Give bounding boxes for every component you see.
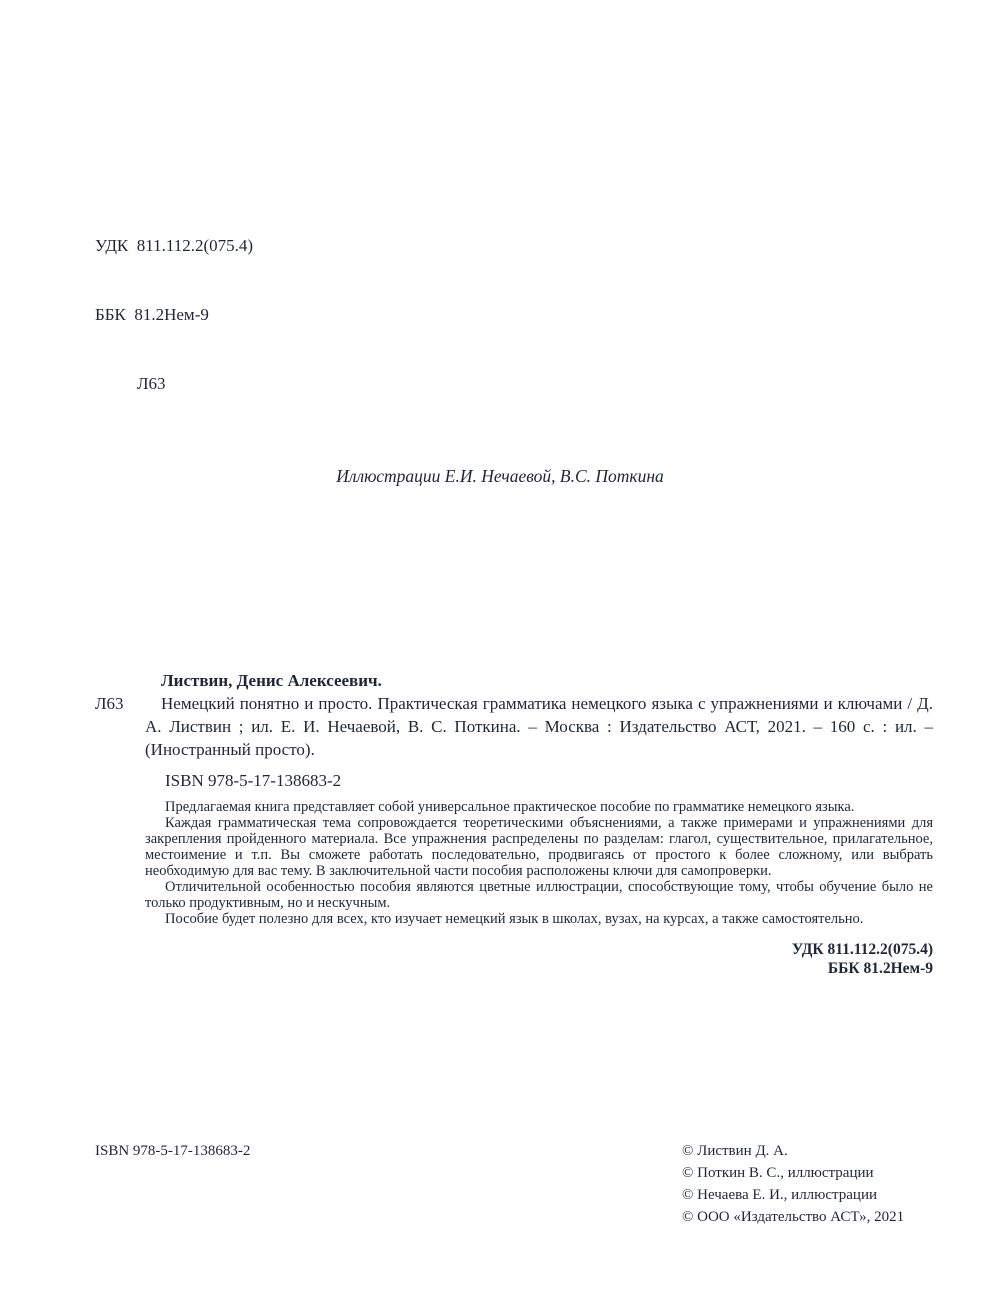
- copyright-block: [682, 1140, 904, 1228]
- right-classification-codes: [145, 940, 933, 978]
- udk-code: УДК 811.112.2(075.4): [95, 236, 254, 255]
- annotation-paragraph: Отличительной особенностью пособия являются цветные иллюстрации, способствующие тому, чтобы обучение было не только продуктивным, но и нескучным.: [145, 879, 933, 911]
- bibliographic-entry: [95, 669, 933, 978]
- bbk-code-right: ББК 81.2Нем-9: [827, 960, 933, 977]
- bbk-code: ББК 81.2Нем-9: [95, 305, 209, 324]
- bib-author-sign: Л63: [95, 694, 124, 713]
- annotation-paragraph: Каждая грамматическая тема сопровождается теоретическими объяснениями, а также примерами и упражнениями для закрепления пройденного материала. Все упражнения распределены по разделам: глагол, существительное, прилагательное, местоимение и т.п. Вы сможете работать последовательно, продвигаясь от простого к более сложному, или выбрать необходимую для вас тему. В заключительной части пособия расположены ключи для самопроверки.: [145, 815, 933, 879]
- bib-author: Листвин, Денис Алексеевич.: [161, 671, 382, 690]
- annotation-paragraph: Пособие будет полезно для всех, кто изучает немецкий язык в школах, вузах, на курсах, а также самостоятельно.: [165, 911, 864, 927]
- footer-isbn: ISBN 978-5-17-138683-2: [95, 1143, 251, 1159]
- bib-description: Немецкий понятно и просто. Практическая грамматика немецкого языка с упражнениями и ключами / Д. А. Листвин ; ил. Е. И. Нечаевой, В. С. Поткина. – Москва : Издательство АСТ, 2021. – 160 с. : ил. – (Иностранный просто).: [145, 694, 933, 759]
- annotation-paragraph: Предлагаемая книга представляет собой универсальное практическое пособие по грамматике немецкого языка.: [165, 799, 855, 815]
- illustrators-credit: Иллюстрации Е.И. Нечаевой, В.С. Поткина: [336, 466, 664, 486]
- top-classification-codes: [95, 188, 253, 441]
- copyright-line: © Листвин Д. А.: [682, 1143, 788, 1159]
- udk-code-right: УДК 811.112.2(075.4): [791, 941, 933, 958]
- bib-isbn: ISBN 978-5-17-138683-2: [165, 771, 342, 790]
- author-sign: Л63: [137, 374, 166, 393]
- copyright-line: © Поткин В. С., иллюстрации: [682, 1165, 874, 1181]
- copyright-line: © Нечаева Е. И., иллюстрации: [682, 1187, 877, 1203]
- copyright-line: © ООО «Издательство АСТ», 2021: [682, 1209, 905, 1225]
- annotation-block: [145, 799, 933, 927]
